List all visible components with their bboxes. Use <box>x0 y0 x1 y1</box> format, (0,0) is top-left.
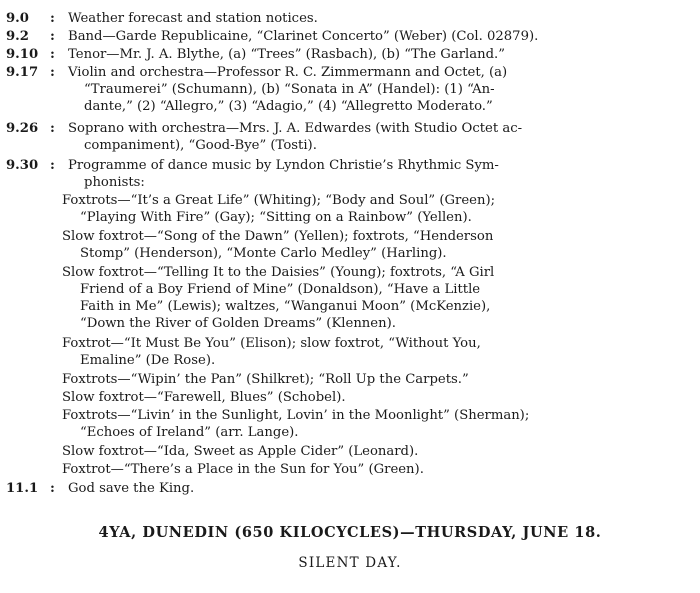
entry-line: Weather forecast and station notices. <box>68 11 318 26</box>
dance-line: “Playing With Fire” (Gay); “Sitting on a Rainbow” (Yellen). <box>80 210 472 225</box>
dance-line: Foxtrot—“It Must Be You” (Elison); slow foxtrot, “Without You, <box>62 336 481 351</box>
entry-time: 9.26 <box>6 121 39 136</box>
dance-item <box>62 228 692 262</box>
dance-line: Emaline” (De Rose). <box>80 353 216 368</box>
entry-time: 9.0 <box>6 11 29 26</box>
entry-line: Soprano with orchestra—Mrs. J. A. Edwardes (with Studio Octet ac- <box>68 121 523 136</box>
entry-line: dante,” (2) “Allegro,” (3) “Adagio,” (4) “Allegretto Moderato.” <box>84 99 493 114</box>
dance-item <box>62 461 692 478</box>
entry-text <box>68 120 693 154</box>
dance-line: Foxtrots—“Livin’ in the Sunlight, Lovin’ in the Moonlight” (Sherman); <box>62 408 530 423</box>
station-heading: 4YA, DUNEDIN (650 KILOCYCLES)—THURSDAY, JUNE 18. <box>98 524 602 541</box>
dance-item <box>62 335 692 369</box>
dance-line: Foxtrot—“There’s a Place in the Sun for You” (Green). <box>62 462 424 477</box>
dance-line: Stomp” (Henderson), “Monte Carlo Medley” (Harling). <box>80 246 447 261</box>
entry-colon: : <box>50 121 55 136</box>
entry-text <box>68 10 693 27</box>
entry-line: Tenor—Mr. J. A. Blythe, (a) “Trees” (Rasbach), (b) “The Garland.” <box>68 47 505 62</box>
dance-item <box>62 264 692 332</box>
entry-text <box>68 64 693 115</box>
entry-text <box>68 46 693 63</box>
dance-line: Foxtrots—“It’s a Great Life” (Whiting); “Body and Soul” (Green); <box>62 193 496 208</box>
programme-entry <box>6 10 696 27</box>
entry-line: Programme of dance music by Lyndon Christie’s Rhythmic Sym- <box>68 158 499 173</box>
dance-line: Slow foxtrot—“Farewell, Blues” (Schobel). <box>62 390 346 405</box>
dance-line: Foxtrots—“Wipin’ the Pan” (Shilkret); “Roll Up the Carpets.” <box>62 372 469 387</box>
entry-time: 9.30 <box>6 158 39 173</box>
entry-line: Band—Garde Republicaine, “Clarinet Concerto” (Weber) (Col. 02879). <box>68 29 539 44</box>
programme-entry <box>6 120 696 154</box>
entry-colon: : <box>50 158 55 173</box>
dance-line: Friend of a Boy Friend of Mine” (Donaldson), “Have a Little <box>80 282 481 297</box>
entry-colon: : <box>50 47 55 62</box>
entry-time: 11.1 <box>6 481 39 496</box>
programme-entry <box>6 157 696 191</box>
entry-colon: : <box>50 29 55 44</box>
entry-line: phonists: <box>84 175 145 190</box>
entry-time: 9.10 <box>6 47 39 62</box>
dance-line: “Echoes of Ireland” (arr. Lange). <box>80 425 299 440</box>
station-subheading: SILENT DAY. <box>298 555 402 571</box>
entry-line: companiment), “Good-Bye” (Tosti). <box>84 138 317 153</box>
dance-line: “Down the River of Golden Dreams” (Klennen). <box>80 316 396 331</box>
programme-entry <box>6 64 696 115</box>
entry-time: 9.17 <box>6 65 39 80</box>
dance-item <box>62 371 692 388</box>
entry-text <box>68 28 693 45</box>
programme-entry <box>6 480 696 497</box>
dance-line: Slow foxtrot—“Ida, Sweet as Apple Cider” (Leonard). <box>62 444 419 459</box>
entry-colon: : <box>50 11 55 26</box>
dance-line: Faith in Me” (Lewis); waltzes, “Wanganui Moon” (McKenzie), <box>80 299 491 314</box>
dance-line: Slow foxtrot—“Telling It to the Daisies” (Young); foxtrots, “A Girl <box>62 265 495 280</box>
programme-entry <box>6 28 696 45</box>
entry-colon: : <box>50 481 55 496</box>
entry-time: 9.2 <box>6 29 29 44</box>
entry-line: God save the King. <box>68 481 195 496</box>
programme-entry <box>6 46 696 63</box>
dance-item <box>62 192 692 226</box>
dance-line: Slow foxtrot—“Song of the Dawn” (Yellen); foxtrots, “Henderson <box>62 229 494 244</box>
dance-item <box>62 407 692 441</box>
entry-line: “Traumerei” (Schumann), (b) “Sonata in A” (Handel): (1) “An- <box>84 82 495 97</box>
dance-item <box>62 443 692 460</box>
entry-text <box>68 157 693 191</box>
entry-line: Violin and orchestra—Professor R. C. Zimmermann and Octet, (a) <box>68 65 508 80</box>
entry-text <box>68 480 693 497</box>
entry-colon: : <box>50 65 55 80</box>
dance-item <box>62 389 692 406</box>
